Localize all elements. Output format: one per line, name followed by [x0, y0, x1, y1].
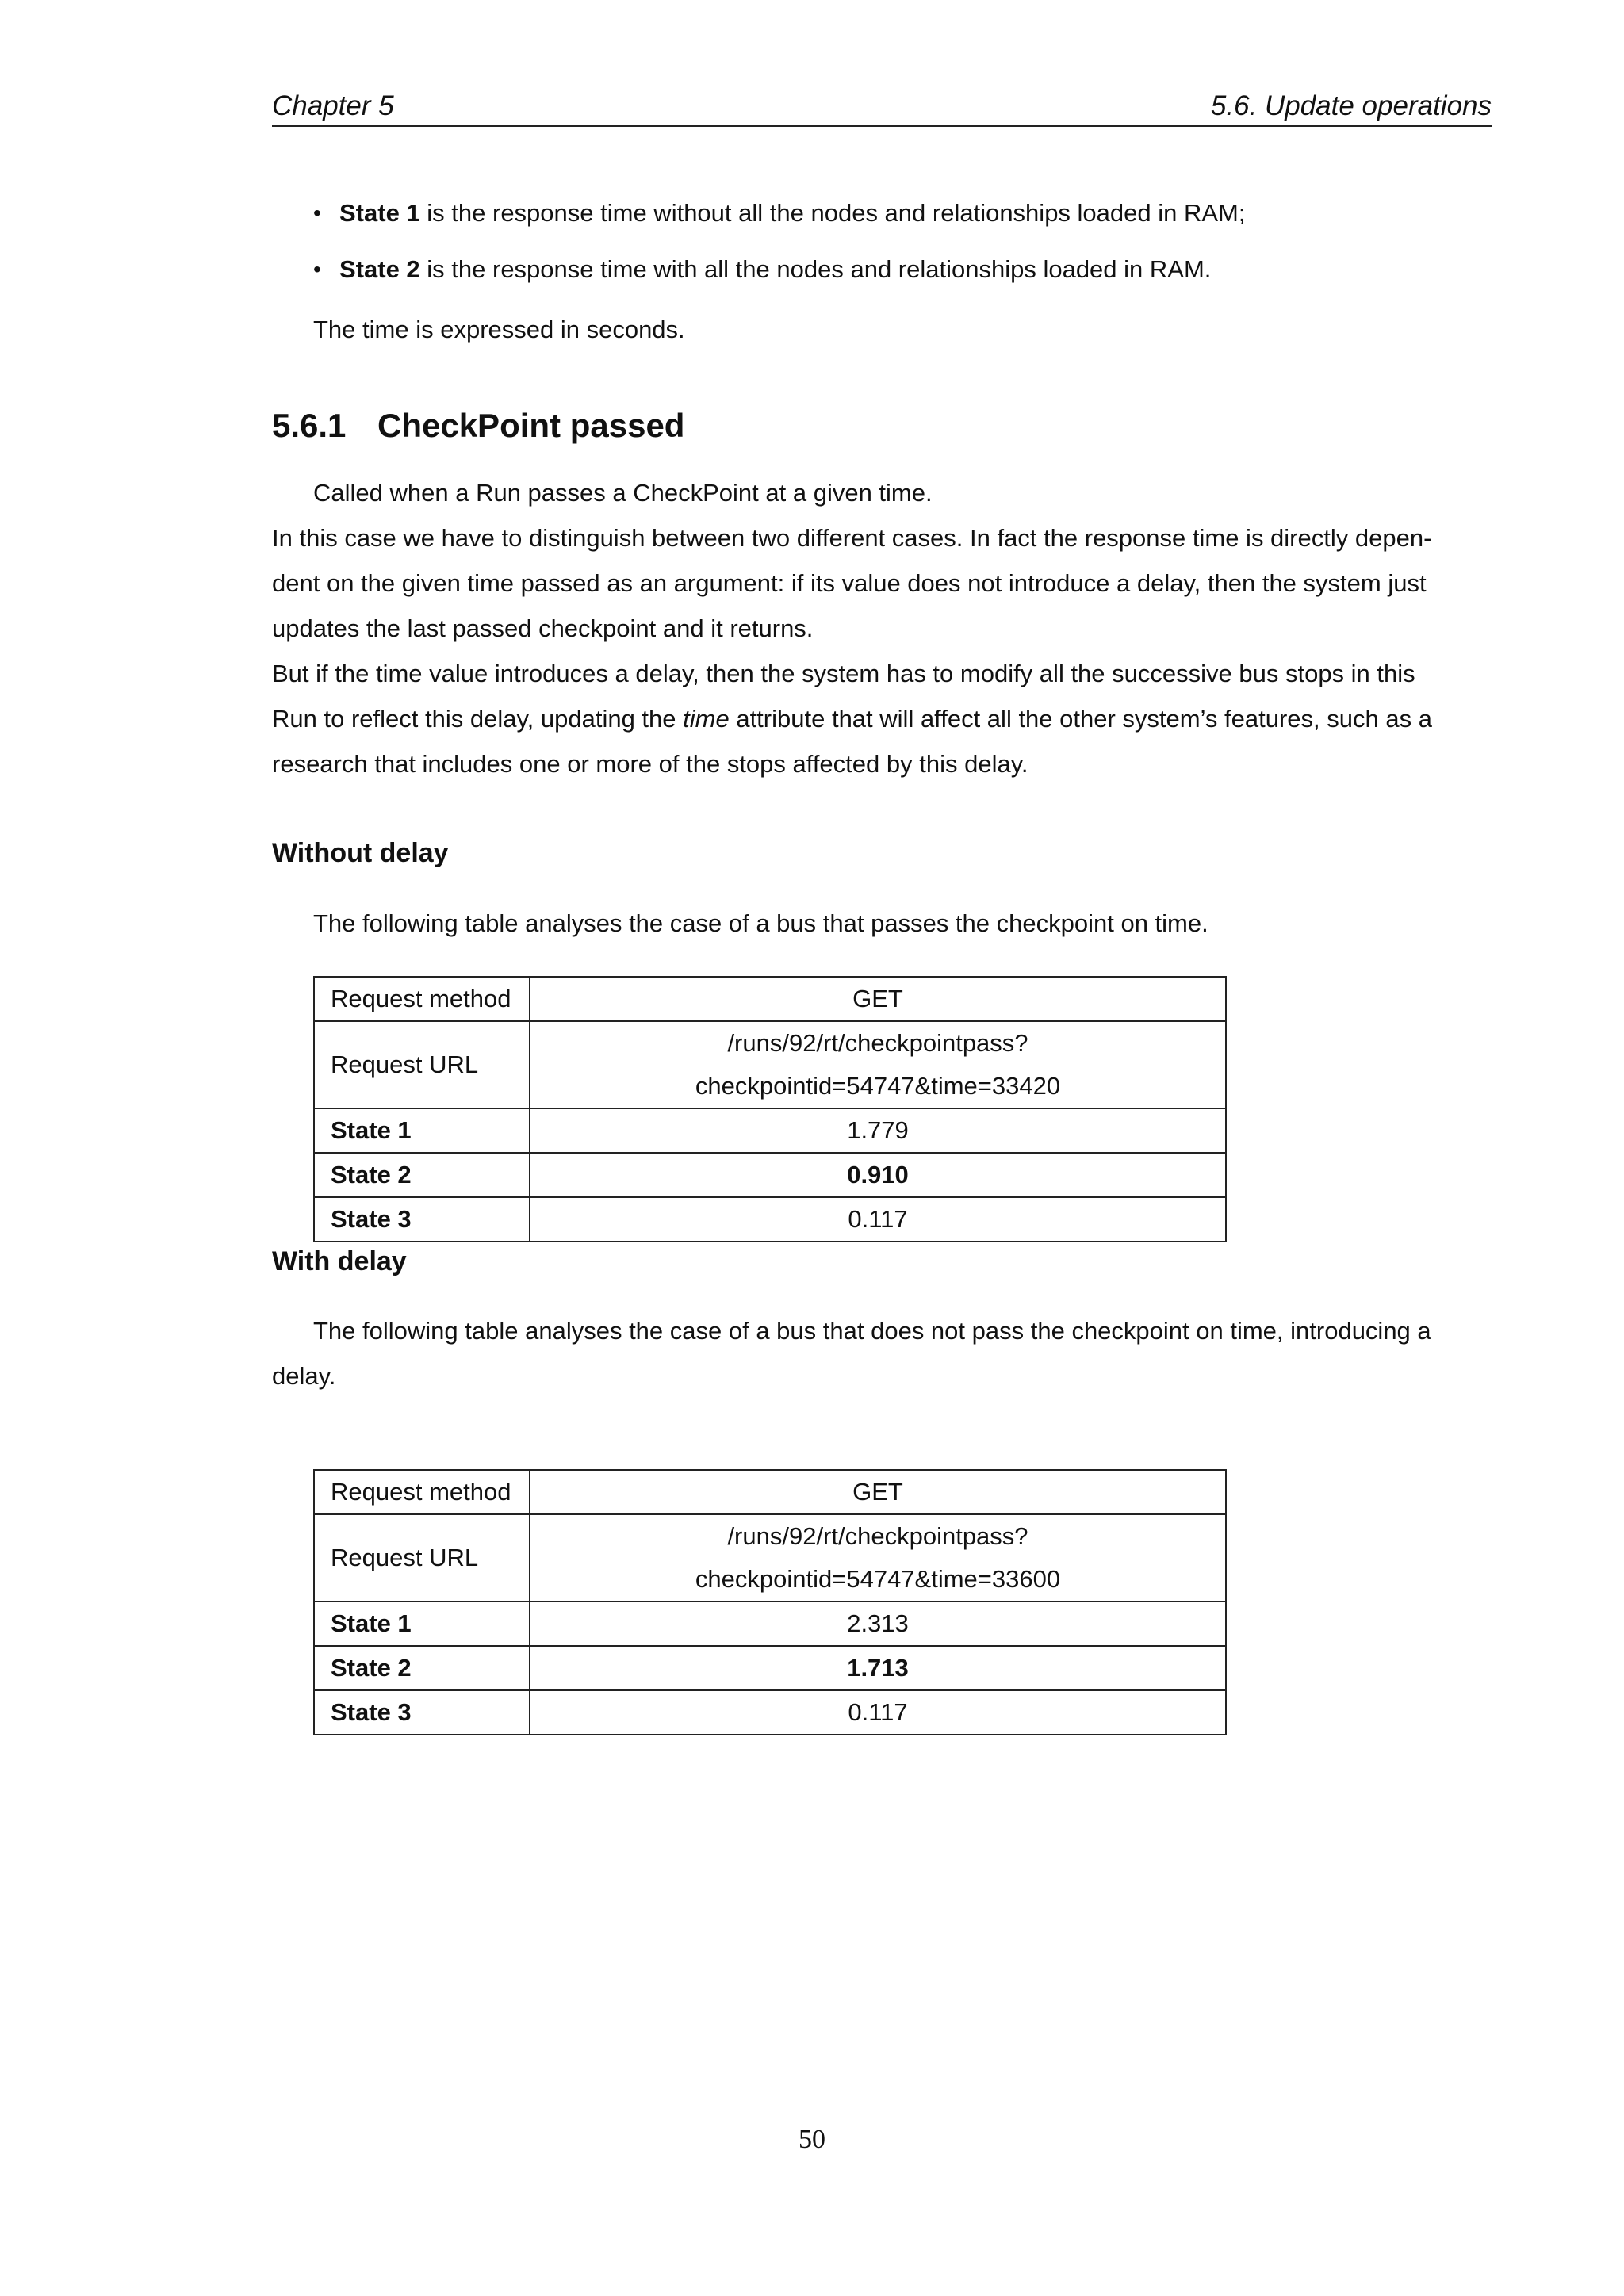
subheading-without-delay: Without delay: [272, 838, 449, 868]
table-cell-key: State 3: [314, 1690, 530, 1735]
body-paragraph: [272, 515, 1493, 786]
section-heading: [272, 402, 684, 450]
text-line: The following table analyses the case of a bus that does not pass the checkpoint on time, introducing a: [313, 1317, 1431, 1345]
table-cell-value: 1.713: [530, 1646, 1226, 1690]
list-item: [313, 190, 1487, 247]
table-cell-value: GET: [530, 1470, 1226, 1514]
bullet-icon: •: [313, 257, 321, 281]
body-paragraph: Called when a Run passes a CheckPoint at a given time.: [313, 479, 933, 507]
bullet-text: is the response time without all the nodes and relationships loaded in RAM;: [419, 199, 1246, 227]
response-time-table-with-delay: [313, 1469, 1227, 1735]
table-row: [314, 1601, 1226, 1646]
table-cell-value: 2.313: [530, 1601, 1226, 1646]
list-item: [313, 247, 1487, 303]
table-row: [314, 977, 1226, 1021]
table-cell-value: 1.779: [530, 1108, 1226, 1153]
text-line: dent on the given time passed as an argument: if its value does not introduce a delay, then the system just: [272, 569, 1427, 597]
table-cell-value: /runs/92/rt/checkpointpass?checkpointid=54747&time=33420: [530, 1021, 1226, 1108]
text-line: delay.: [272, 1362, 336, 1390]
text-span: Run to reflect this delay, updating the: [272, 705, 684, 733]
text-line: updates the last passed checkpoint and it returns.: [272, 614, 814, 642]
subheading-with-delay: With delay: [272, 1246, 407, 1276]
table-row: [314, 1197, 1226, 1242]
table-cell-key: Request URL: [314, 1514, 530, 1601]
table-cell-value: 0.117: [530, 1197, 1226, 1242]
table-row: [314, 1514, 1226, 1601]
section-number: 5.6.1: [272, 407, 347, 444]
time-unit-note: The time is expressed in seconds.: [313, 316, 685, 343]
table-cell-key: State 1: [314, 1108, 530, 1153]
table-cell-value: 0.117: [530, 1690, 1226, 1735]
body-paragraph: The following table analyses the case of a bus that passes the checkpoint on time.: [313, 909, 1208, 937]
table-row: [314, 1470, 1226, 1514]
running-header: [272, 87, 1492, 127]
header-chapter: Chapter 5: [272, 90, 394, 121]
body-paragraph: [272, 1308, 1493, 1399]
section-title: CheckPoint passed: [377, 407, 685, 444]
table-cell-value: /runs/92/rt/checkpointpass?checkpointid=54747&time=33600: [530, 1514, 1226, 1601]
response-time-table-without-delay: [313, 976, 1227, 1242]
text-line: In this case we have to distinguish between two different cases. In fact the response time is directly depen-: [272, 524, 1432, 552]
text-span: attribute that will affect all the other system’s features, such as a: [729, 705, 1432, 733]
bullet-text: is the response time with all the nodes and relationships loaded in RAM.: [419, 255, 1212, 283]
text-line: [272, 696, 1493, 741]
table-row: [314, 1153, 1226, 1197]
table-cell-key: State 1: [314, 1601, 530, 1646]
table-cell-key: State 2: [314, 1153, 530, 1197]
header-section: 5.6. Update operations: [1210, 90, 1492, 121]
table-row: [314, 1108, 1226, 1153]
emphasis-time: time: [683, 705, 730, 733]
state-definition-list: [313, 190, 1487, 303]
table-cell-key: Request URL: [314, 1021, 530, 1108]
table-cell-key: Request method: [314, 977, 530, 1021]
bullet-term: State 2: [339, 255, 420, 283]
table-cell-value: GET: [530, 977, 1226, 1021]
page-number: 50: [799, 2125, 825, 2154]
text-line: But if the time value introduces a delay, then the system has to modify all the successive bus stops in this: [272, 660, 1415, 687]
table-cell-key: State 3: [314, 1197, 530, 1242]
table-row: [314, 1690, 1226, 1735]
bullet-icon: •: [313, 201, 321, 225]
table-row: [314, 1021, 1226, 1108]
table-row: [314, 1646, 1226, 1690]
bullet-term: State 1: [339, 199, 420, 227]
table-cell-key: Request method: [314, 1470, 530, 1514]
table-cell-value: 0.910: [530, 1153, 1226, 1197]
table-cell-key: State 2: [314, 1646, 530, 1690]
text-line: research that includes one or more of the stops affected by this delay.: [272, 750, 1028, 778]
